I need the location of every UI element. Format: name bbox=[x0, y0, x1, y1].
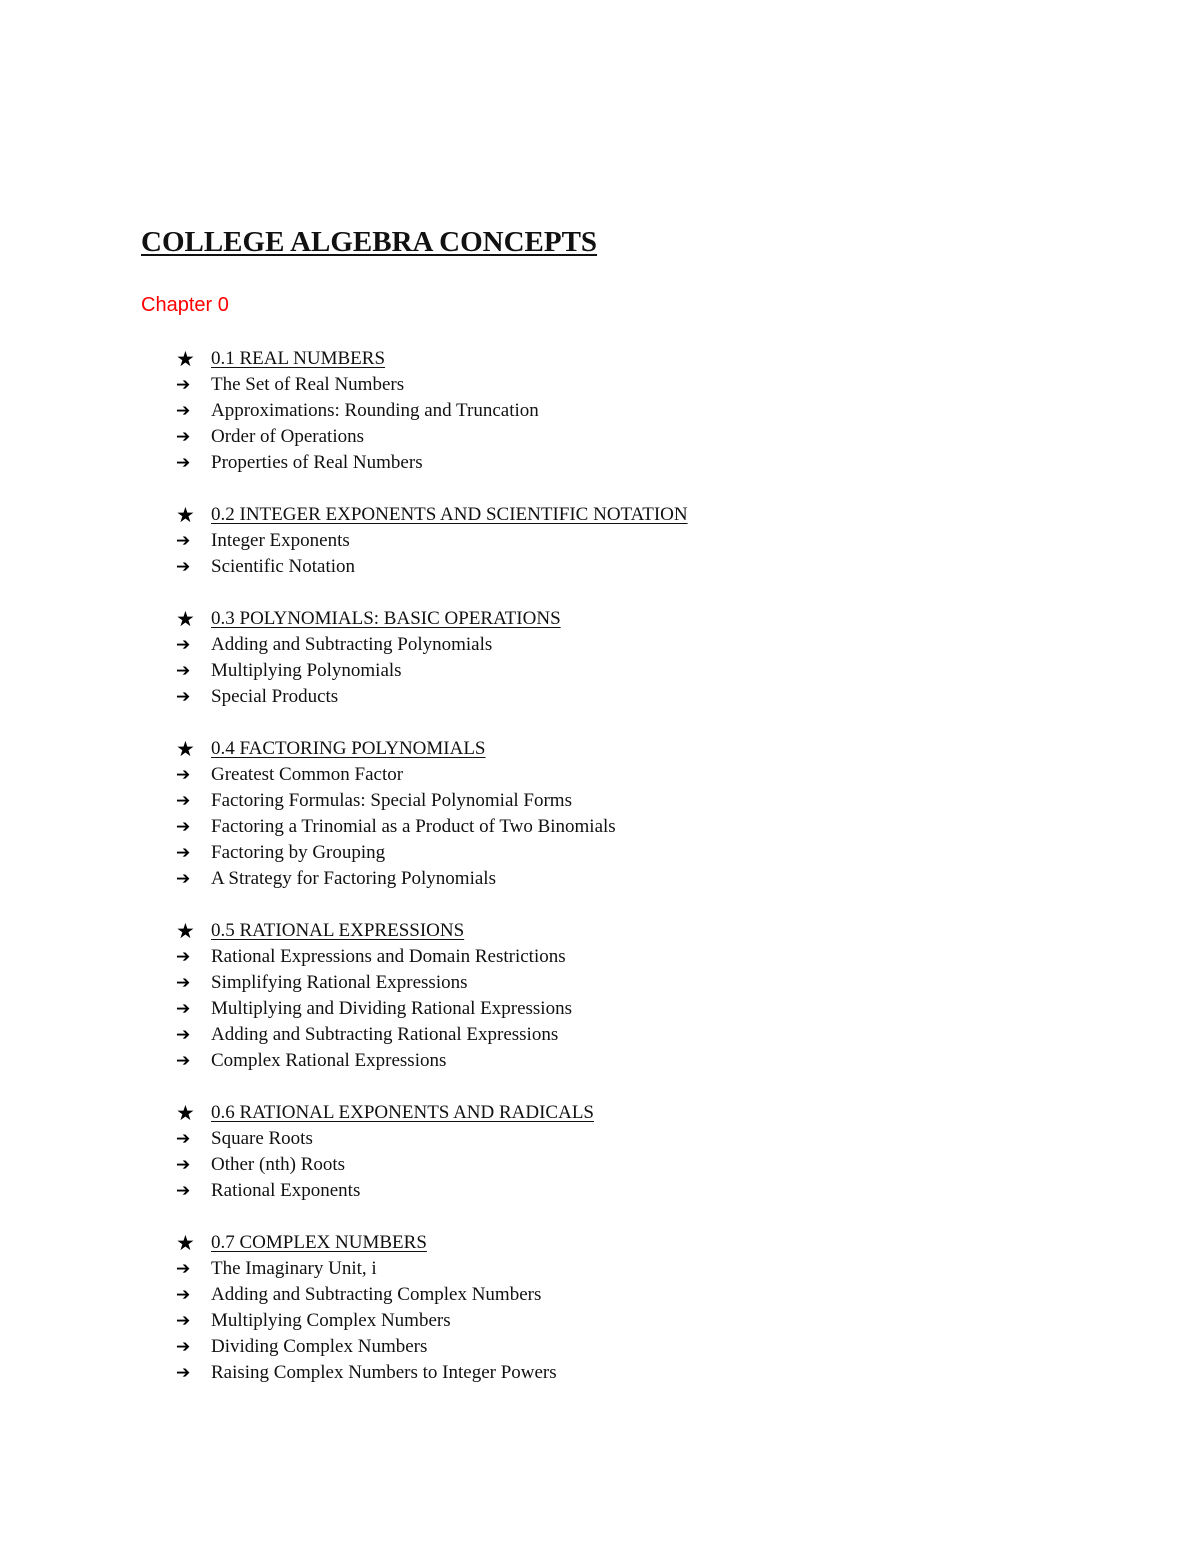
arrow-right-icon: ➔ bbox=[176, 635, 191, 655]
topic-item bbox=[176, 632, 1076, 658]
topic-item bbox=[176, 866, 1076, 892]
arrow-right-icon: ➔ bbox=[176, 1181, 191, 1201]
section-block bbox=[176, 606, 1076, 710]
star-icon: ★ bbox=[176, 347, 195, 371]
arrow-right-icon: ➔ bbox=[176, 817, 191, 837]
section-title: 0.5 RATIONAL EXPRESSIONS bbox=[211, 920, 465, 941]
star-icon: ★ bbox=[176, 737, 195, 761]
topic-item bbox=[176, 1282, 1076, 1308]
arrow-right-icon: ➔ bbox=[176, 531, 191, 551]
topic-label: Factoring Formulas: Special Polynomial Forms bbox=[211, 790, 572, 811]
section-title: 0.1 REAL NUMBERS bbox=[211, 348, 386, 369]
arrow-right-icon: ➔ bbox=[176, 1259, 191, 1279]
arrow-right-icon: ➔ bbox=[176, 401, 191, 421]
arrow-right-icon: ➔ bbox=[176, 869, 191, 889]
topic-item bbox=[176, 1022, 1076, 1048]
topic-item bbox=[176, 684, 1076, 710]
document-title: COLLEGE ALGEBRA CONCEPTS bbox=[141, 226, 598, 258]
section-block bbox=[176, 502, 1076, 580]
section-title: 0.3 POLYNOMIALS: BASIC OPERATIONS bbox=[211, 608, 561, 629]
section-title-row bbox=[176, 918, 1076, 944]
topic-label: Raising Complex Numbers to Integer Powers bbox=[211, 1362, 557, 1383]
sections-list bbox=[176, 346, 1076, 1412]
section-title-row bbox=[176, 736, 1076, 762]
chapter-heading: Chapter 0 bbox=[141, 294, 229, 316]
topic-item bbox=[176, 398, 1076, 424]
section-title: 0.7 COMPLEX NUMBERS bbox=[211, 1232, 427, 1253]
star-icon: ★ bbox=[176, 1101, 195, 1125]
arrow-right-icon: ➔ bbox=[176, 791, 191, 811]
section-title: 0.4 FACTORING POLYNOMIALS bbox=[211, 738, 486, 759]
topic-label: Greatest Common Factor bbox=[211, 764, 404, 785]
arrow-right-icon: ➔ bbox=[176, 427, 191, 447]
topic-item bbox=[176, 840, 1076, 866]
topic-label: Other (nth) Roots bbox=[211, 1154, 346, 1175]
arrow-right-icon: ➔ bbox=[176, 1129, 191, 1149]
topic-item bbox=[176, 1152, 1076, 1178]
star-icon: ★ bbox=[176, 919, 195, 943]
topic-item bbox=[176, 788, 1076, 814]
topic-item bbox=[176, 970, 1076, 996]
topic-item bbox=[176, 1308, 1076, 1334]
arrow-right-icon: ➔ bbox=[176, 843, 191, 863]
arrow-right-icon: ➔ bbox=[176, 557, 191, 577]
topic-label: Multiplying Polynomials bbox=[211, 660, 402, 681]
topic-label: Rational Exponents bbox=[211, 1180, 361, 1201]
arrow-right-icon: ➔ bbox=[176, 1363, 191, 1383]
arrow-right-icon: ➔ bbox=[176, 947, 191, 967]
arrow-right-icon: ➔ bbox=[176, 765, 191, 785]
topic-label: Simplifying Rational Expressions bbox=[211, 972, 468, 993]
topic-item bbox=[176, 762, 1076, 788]
topic-label: Dividing Complex Numbers bbox=[211, 1336, 428, 1357]
topic-item bbox=[176, 1334, 1076, 1360]
arrow-right-icon: ➔ bbox=[176, 973, 191, 993]
arrow-right-icon: ➔ bbox=[176, 1025, 191, 1045]
section-title: 0.2 INTEGER EXPONENTS AND SCIENTIFIC NOTATION bbox=[211, 504, 688, 525]
topic-label: Integer Exponents bbox=[211, 530, 350, 551]
topic-label: Factoring a Trinomial as a Product of Two Binomials bbox=[211, 816, 616, 837]
topic-label: The Set of Real Numbers bbox=[211, 374, 405, 395]
arrow-right-icon: ➔ bbox=[176, 1155, 191, 1175]
arrow-right-icon: ➔ bbox=[176, 375, 191, 395]
arrow-right-icon: ➔ bbox=[176, 453, 191, 473]
section-block bbox=[176, 918, 1076, 1074]
topic-item bbox=[176, 814, 1076, 840]
arrow-right-icon: ➔ bbox=[176, 661, 191, 681]
topic-item bbox=[176, 450, 1076, 476]
section-block bbox=[176, 1100, 1076, 1204]
arrow-right-icon: ➔ bbox=[176, 1337, 191, 1357]
section-title-row bbox=[176, 346, 1076, 372]
topic-label: Adding and Subtracting Polynomials bbox=[211, 634, 493, 655]
topic-label: Multiplying Complex Numbers bbox=[211, 1310, 451, 1331]
arrow-right-icon: ➔ bbox=[176, 1285, 191, 1305]
topic-label: Square Roots bbox=[211, 1128, 313, 1149]
section-block bbox=[176, 736, 1076, 892]
section-block bbox=[176, 346, 1076, 476]
topic-label: Approximations: Rounding and Truncation bbox=[211, 400, 539, 421]
topic-label: Adding and Subtracting Complex Numbers bbox=[211, 1284, 542, 1305]
section-title: 0.6 RATIONAL EXPONENTS AND RADICALS bbox=[211, 1102, 594, 1123]
topic-item bbox=[176, 528, 1076, 554]
topic-item bbox=[176, 944, 1076, 970]
section-block bbox=[176, 1230, 1076, 1386]
star-icon: ★ bbox=[176, 503, 195, 527]
topic-item bbox=[176, 1178, 1076, 1204]
topic-label: Rational Expressions and Domain Restrictions bbox=[211, 946, 566, 967]
topic-label: Complex Rational Expressions bbox=[211, 1050, 447, 1071]
topic-item bbox=[176, 554, 1076, 580]
topic-label: Factoring by Grouping bbox=[211, 842, 386, 863]
topic-item bbox=[176, 1360, 1076, 1386]
topic-item bbox=[176, 1256, 1076, 1282]
topic-item bbox=[176, 372, 1076, 398]
section-title-row bbox=[176, 1100, 1076, 1126]
topic-label: Special Products bbox=[211, 686, 339, 707]
topic-label: Scientific Notation bbox=[211, 556, 356, 577]
arrow-right-icon: ➔ bbox=[176, 1311, 191, 1331]
topic-label: The Imaginary Unit, i bbox=[211, 1258, 377, 1279]
arrow-right-icon: ➔ bbox=[176, 687, 191, 707]
section-title-row bbox=[176, 502, 1076, 528]
star-icon: ★ bbox=[176, 1231, 195, 1255]
topic-label: Properties of Real Numbers bbox=[211, 452, 423, 473]
section-title-row bbox=[176, 606, 1076, 632]
topic-label: A Strategy for Factoring Polynomials bbox=[211, 868, 496, 889]
arrow-right-icon: ➔ bbox=[176, 1051, 191, 1071]
topic-item bbox=[176, 424, 1076, 450]
arrow-right-icon: ➔ bbox=[176, 999, 191, 1019]
star-icon: ★ bbox=[176, 607, 195, 631]
topic-label: Multiplying and Dividing Rational Expressions bbox=[211, 998, 572, 1019]
section-title-row bbox=[176, 1230, 1076, 1256]
topic-item bbox=[176, 1126, 1076, 1152]
topic-item bbox=[176, 1048, 1076, 1074]
topic-item bbox=[176, 658, 1076, 684]
topic-item bbox=[176, 996, 1076, 1022]
topic-label: Adding and Subtracting Rational Expressions bbox=[211, 1024, 559, 1045]
topic-label: Order of Operations bbox=[211, 426, 365, 447]
